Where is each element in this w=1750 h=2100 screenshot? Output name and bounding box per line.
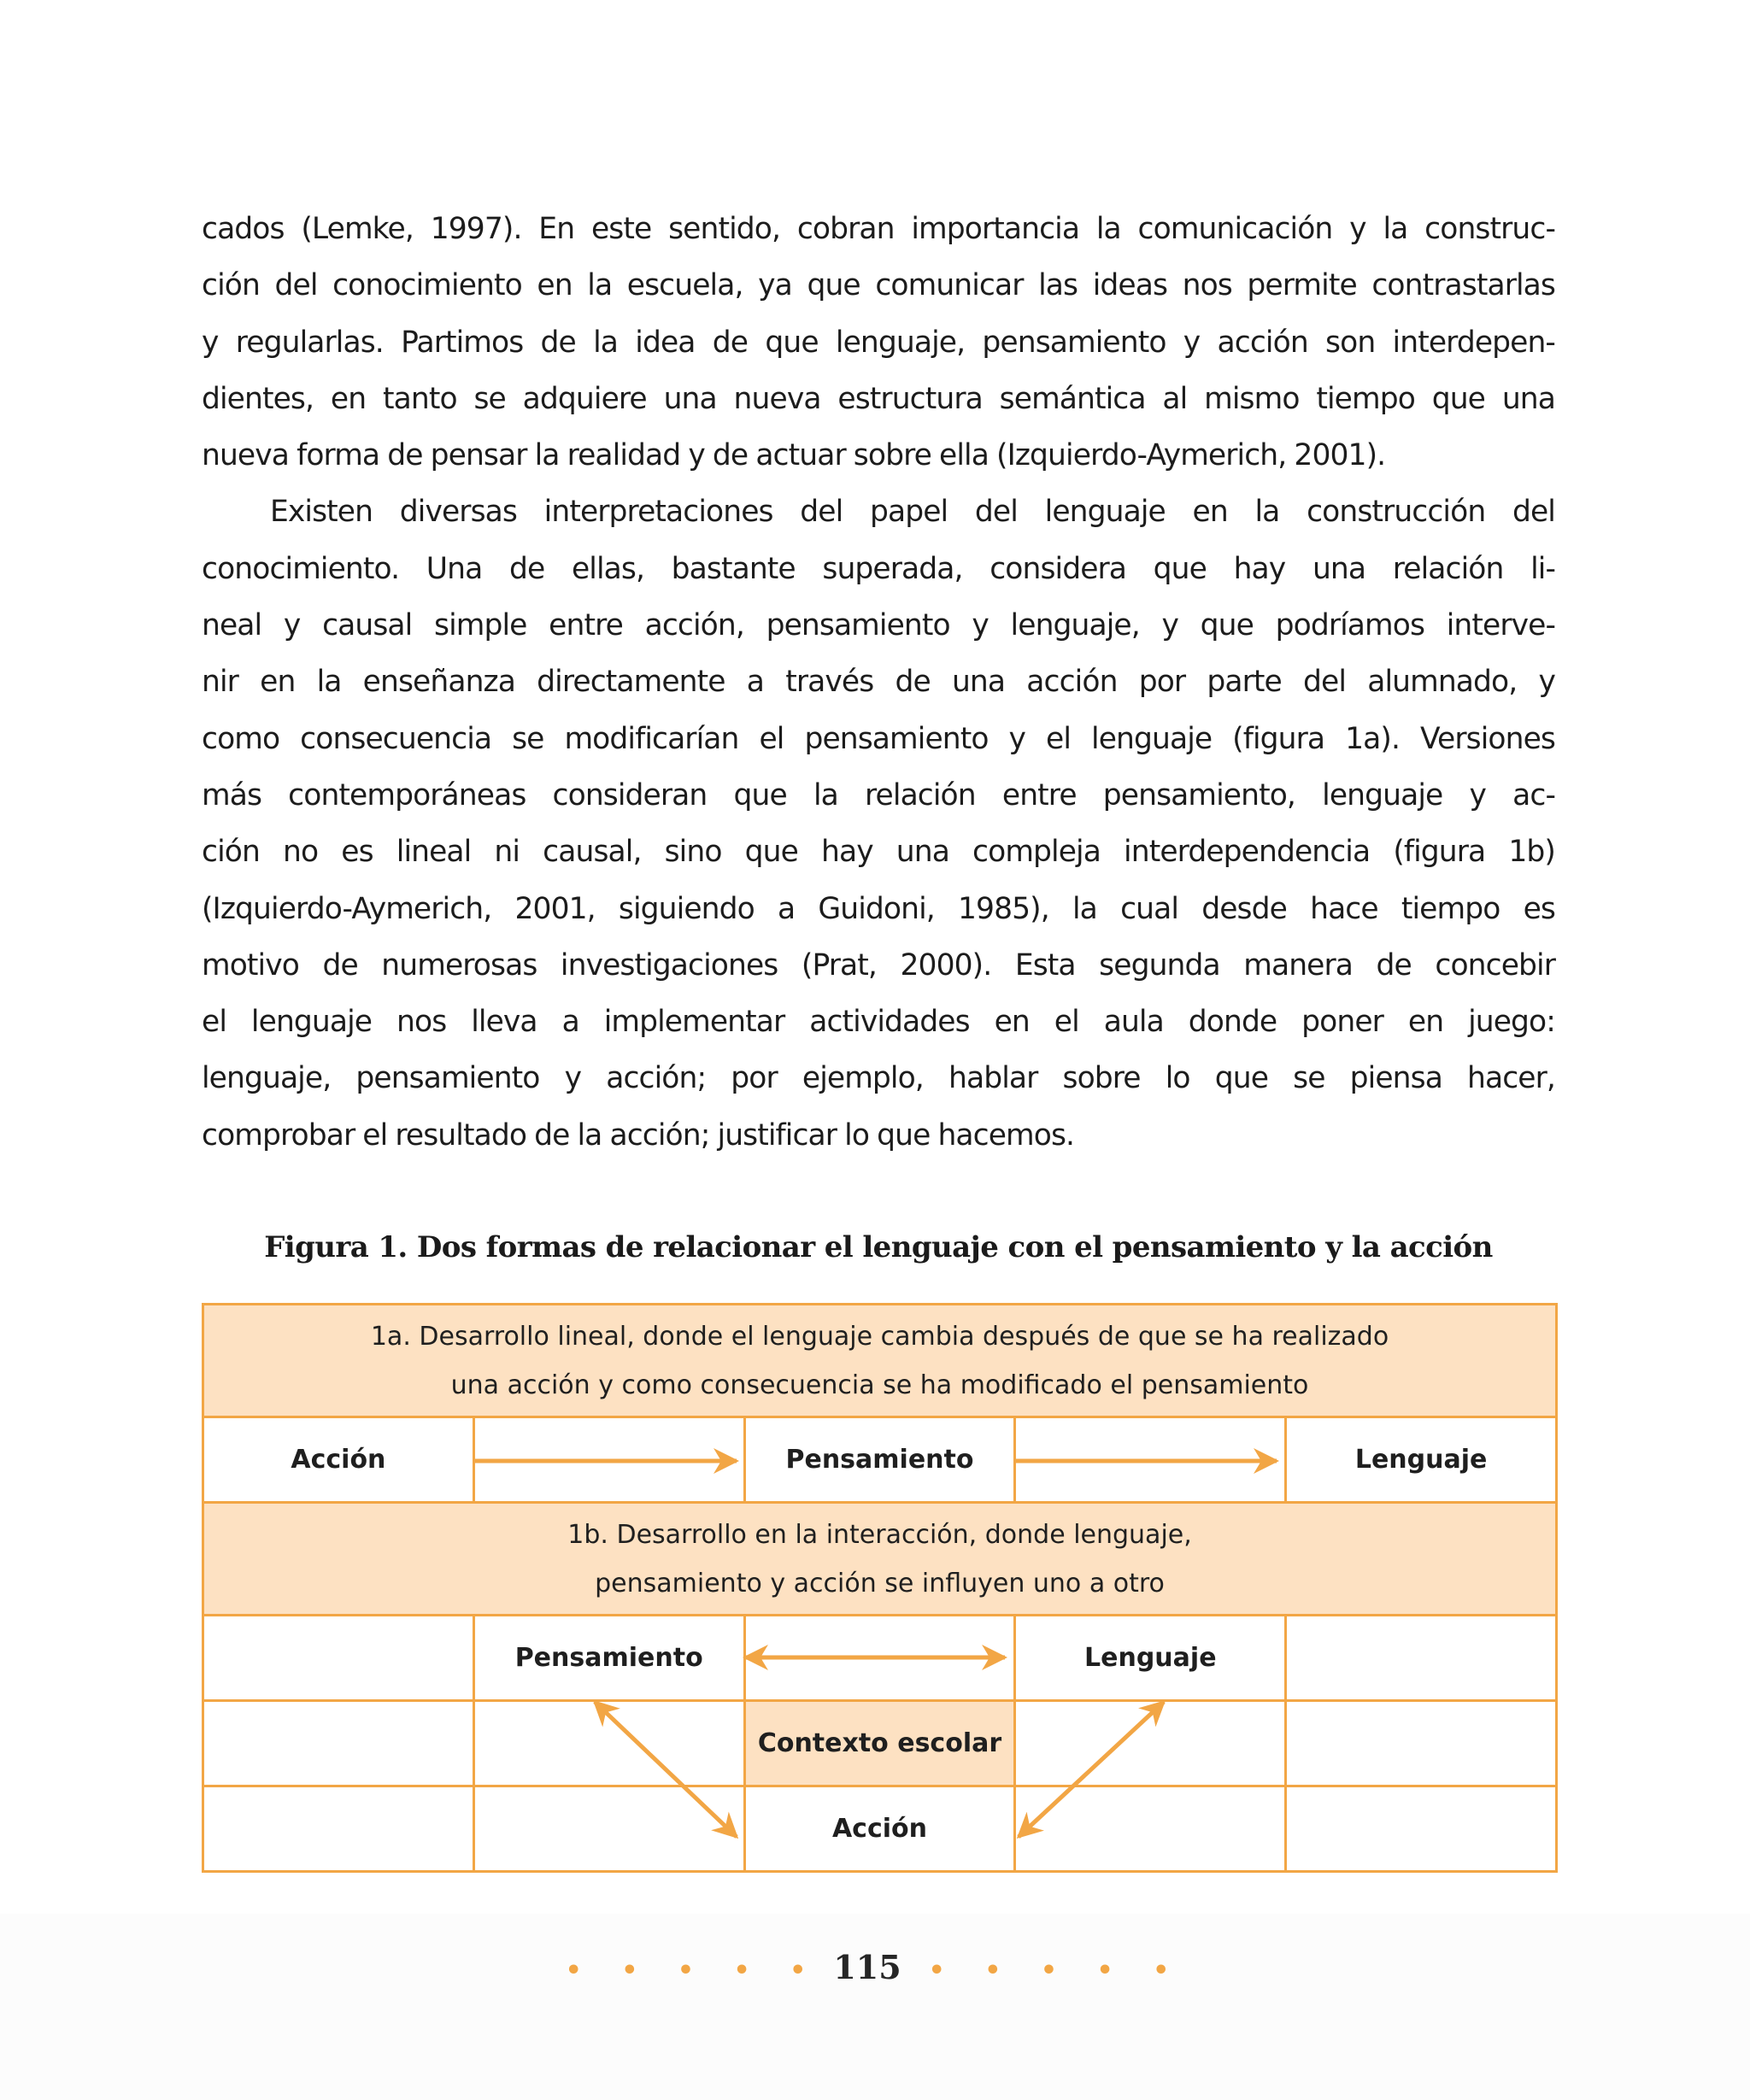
cell-lenguaje-a: Lenguaje — [1286, 1417, 1557, 1503]
empty-cell — [1015, 1786, 1286, 1872]
empty-cell — [203, 1616, 474, 1701]
cell-arrow-2 — [1015, 1417, 1286, 1503]
section-b-row-3 — [203, 1786, 1557, 1872]
empty-cell — [1015, 1701, 1286, 1786]
empty-cell — [203, 1701, 474, 1786]
section-b-header — [203, 1503, 1557, 1616]
cell-lenguaje-b: Lenguaje — [1015, 1616, 1286, 1701]
section-a-header — [203, 1305, 1557, 1417]
section-b-row-2 — [203, 1701, 1557, 1786]
text-line: neal y causal simple entre acción, pensamiento y lenguaje, y que podríamos interve- — [202, 608, 1555, 643]
section-a-row — [203, 1417, 1557, 1503]
section-b-header-row — [203, 1503, 1557, 1616]
text-line: comprobar el resultado de la acción; justificar lo que hacemos. — [202, 1117, 1075, 1153]
empty-cell — [473, 1786, 744, 1872]
text-line: ción del conocimiento en la escuela, ya que comunicar las ideas nos permite contrastarlas — [202, 268, 1555, 303]
text-line: ción no es lineal ni causal, sino que hay una compleja interdependencia (figura 1b) — [202, 835, 1555, 870]
footer-dots-left: • • • • • — [565, 1956, 822, 1986]
cell-arrow-both — [744, 1616, 1015, 1701]
empty-cell — [203, 1786, 474, 1872]
text-line: nir en la enseñanza directamente a través de una acción por parte del alumnado, y — [202, 665, 1555, 700]
text-line: motivo de numerosas investigaciones (Prat, 2000). Esta segunda manera de concebir — [202, 947, 1555, 983]
header-line: 1b. Desarrollo en la interacción, donde lenguaje, — [567, 1519, 1192, 1550]
text-line: cados (Lemke, 1997). En este sentido, cobran importancia la comunicación y la construc- — [202, 212, 1555, 246]
text-line: conocimiento. Una de ellas, bastante superada, considera que hay una relación li- — [202, 551, 1555, 586]
body-text — [202, 201, 1555, 1164]
footer-dots-right: • • • • • — [928, 1956, 1185, 1986]
cell-pensamiento-a: Pensamiento — [744, 1417, 1015, 1503]
header-line: pensamiento y acción se influyen uno a otro — [595, 1568, 1165, 1598]
figure-title: Figura 1. Dos formas de relacionar el lenguaje con el pensamiento y la acción — [264, 1230, 1493, 1264]
text-line: más contemporáneas consideran que la relación entre pensamiento, lenguaje y ac- — [202, 777, 1555, 812]
header-line: una acción y como consecuencia se ha modificado el pensamiento — [450, 1370, 1309, 1400]
section-b-row-1 — [203, 1616, 1557, 1701]
footer-band — [0, 1914, 1750, 2100]
text-line: Existen diversas interpretaciones del papel del lenguaje en la construcción del — [270, 495, 1555, 530]
cell-accion-b: Acción — [744, 1786, 1015, 1872]
text-line: como consecuencia se modificarían el pensamiento y el lenguaje (figura 1a). Versiones — [202, 721, 1555, 756]
empty-cell — [1286, 1701, 1557, 1786]
section-a-header-row — [203, 1305, 1557, 1417]
cell-accion-a: Acción — [203, 1417, 474, 1503]
cell-contexto-escolar: Contexto escolar — [744, 1701, 1015, 1786]
figure-table — [202, 1303, 1558, 1873]
text-line: nueva forma de pensar la realidad y de actuar sobre ella (Izquierdo-Aymerich, 2001). — [202, 438, 1386, 473]
header-line: 1a. Desarrollo lineal, donde el lenguaje cambia después de que se ha realizado — [370, 1321, 1389, 1352]
text-line: el lenguaje nos lleva a implementar actividades en el aula donde poner en juego: — [202, 1005, 1555, 1040]
page-number: 115 — [833, 1948, 901, 1986]
page-footer — [0, 1948, 1750, 1986]
paragraph-1 — [202, 201, 1555, 484]
text-line: (Izquierdo-Aymerich, 2001, siguiendo a Guidoni, 1985), la cual desde hace tiempo es — [202, 891, 1555, 926]
text-line: dientes, en tanto se adquiere una nueva estructura semántica al mismo tiempo que una — [202, 381, 1555, 416]
paragraph-2 — [202, 484, 1555, 1164]
cell-arrow-1 — [473, 1417, 744, 1503]
empty-cell — [473, 1701, 744, 1786]
text-line: y regularlas. Partimos de la idea de que lenguaje, pensamiento y acción son interdepen- — [202, 325, 1555, 360]
text-line: lenguaje, pensamiento y acción; por ejemplo, hablar sobre lo que se piensa hacer, — [202, 1061, 1555, 1096]
cell-pensamiento-b: Pensamiento — [473, 1616, 744, 1701]
empty-cell — [1286, 1616, 1557, 1701]
empty-cell — [1286, 1786, 1557, 1872]
